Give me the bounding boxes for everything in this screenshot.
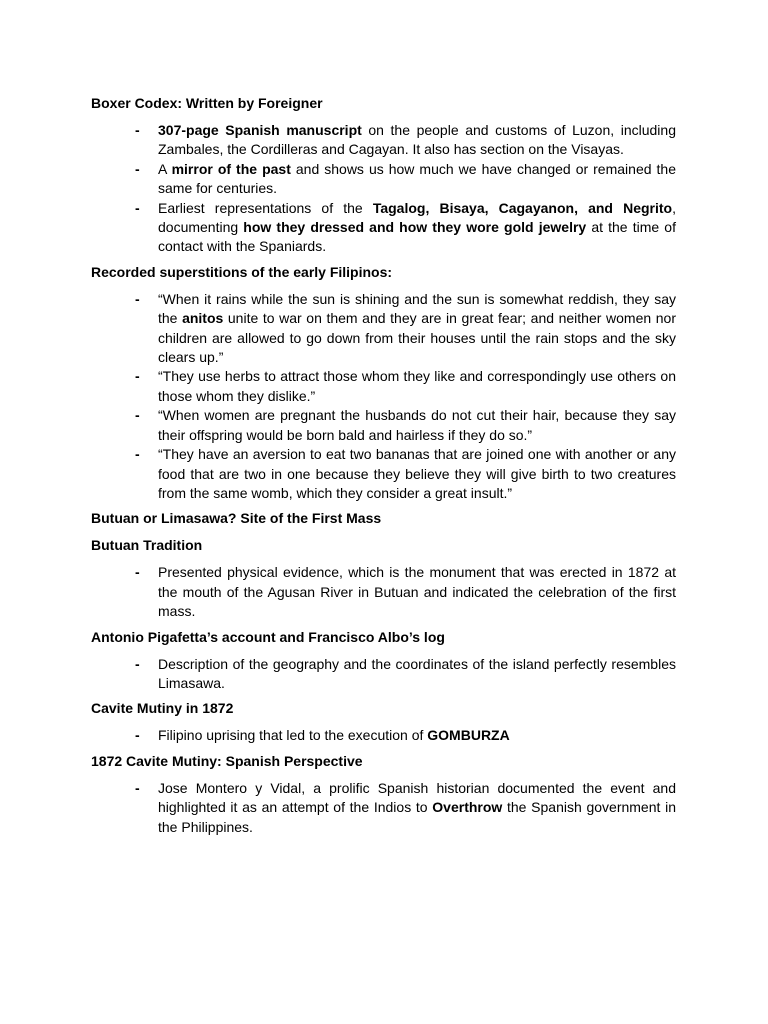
bold-text: anitos (182, 310, 224, 327)
bold-text: GOMBURZA (427, 727, 510, 744)
bold-text: how they dressed and how they wore gold jewelry (243, 219, 587, 236)
bullet-list (91, 563, 676, 621)
bullet-text (158, 727, 510, 743)
bullet-text (158, 368, 676, 403)
text-run: Earliest representations of the (158, 199, 373, 216)
section-heading: Butuan or Limasawa? Site of the First Mass (91, 510, 382, 527)
section-heading: Butuan Tradition (91, 537, 203, 554)
bullet-list (91, 290, 676, 503)
bullet-text (158, 780, 676, 835)
bullet-list (91, 655, 676, 694)
text-run: Jose Montero y Vidal, a prolific Spanish historian documented the event and highlighted it as an attempt of the Indios to (158, 779, 676, 816)
bold-text: mirror of the past (171, 160, 291, 177)
bullet-marker: - (135, 564, 140, 581)
bullet-text (158, 291, 676, 365)
bullet-item (91, 445, 676, 503)
bold-text: 307-page Spanish manuscript (158, 122, 362, 138)
bullet-list (91, 726, 676, 745)
bullet-item (91, 199, 676, 257)
bullet-item (91, 367, 676, 406)
section-heading: Antonio Pigafetta’s account and Francisco Albo’s log (91, 628, 445, 645)
bullet-marker: - (135, 290, 140, 307)
section-heading: Recorded superstitions of the early Filipinos: (91, 263, 393, 280)
bullet-marker: - (135, 779, 140, 796)
bullet-item (91, 290, 676, 368)
bullet-marker: - (135, 407, 140, 424)
bullet-item (91, 779, 676, 837)
text-run: , documenting (158, 199, 676, 236)
bullet-item (91, 121, 676, 160)
text-run: “They have an aversion to eat two bananas that are joined one with another or any food that are two in one because they believe they will give birth to two creatures from the same womb, which they consider a great insult.” (158, 446, 676, 501)
section-heading: Boxer Codex: Written by Foreigner (91, 95, 323, 111)
section-heading: 1872 Cavite Mutiny: Spanish Perspective (91, 752, 363, 769)
bullet-text (158, 656, 676, 691)
section-heading: Cavite Mutiny in 1872 (91, 700, 234, 717)
bold-text: Overthrow (432, 799, 503, 816)
bullet-text (158, 407, 676, 442)
bullet-marker: - (135, 655, 140, 672)
text-run: the Spanish government in the Philippines. (158, 799, 676, 835)
text-run: unite to war on them and they are in great fear; and neither women nor children are allowed to go down from their houses until the rain stops and the sky clears up.” (158, 310, 676, 366)
bullet-marker: - (135, 446, 140, 463)
bullet-item (91, 160, 676, 199)
bullet-item (91, 563, 676, 621)
text-run: A (158, 160, 172, 177)
text-run: “When it rains while the sun is shining and the sun is somewhat reddish, they say the (158, 290, 676, 327)
bold-text: Tagalog, Bisaya, Cagayanon, and Negrito (372, 199, 673, 216)
bullet-item (91, 655, 676, 694)
text-run: Filipino uprising that led to the execution of (158, 727, 428, 744)
bullet-list (91, 121, 676, 257)
text-run: on the people and customs of Luzon, including Zambales, the Cordilleras and Cagayan. It also has section on the Visayas. (158, 122, 676, 158)
text-run: “They use herbs to attract those whom they like and correspondingly use others on those whom they dislike.” (158, 368, 676, 404)
bullet-item (91, 726, 676, 745)
bullet-text (158, 200, 676, 255)
text-run: Presented physical evidence, which is the monument that was erected in 1872 at the mouth of the Agusan River in Butuan and indicated the celebration of the first mass. (158, 564, 676, 620)
bullet-list (91, 779, 676, 837)
bullet-marker: - (135, 368, 140, 385)
bullet-text (158, 564, 676, 619)
text-run: “When women are pregnant the husbands do not cut their hair, because they say their offspring would be born bald and hairless if they do so.” (158, 407, 676, 443)
bullet-text (158, 446, 676, 501)
text-run: at the time of contact with the Spaniards. (158, 219, 676, 255)
bullet-text (158, 161, 676, 196)
text-run: and shows us how much we have changed or remained the same for centuries. (158, 160, 676, 197)
bullet-item (91, 406, 676, 445)
bullet-marker: - (135, 199, 140, 216)
text-run: Description of the geography and the coordinates of the island perfectly resembles Limasawa. (158, 655, 676, 691)
bullet-text (158, 122, 676, 157)
bullet-marker: - (135, 727, 140, 744)
bullet-marker: - (135, 122, 140, 138)
bullet-marker: - (135, 160, 140, 177)
